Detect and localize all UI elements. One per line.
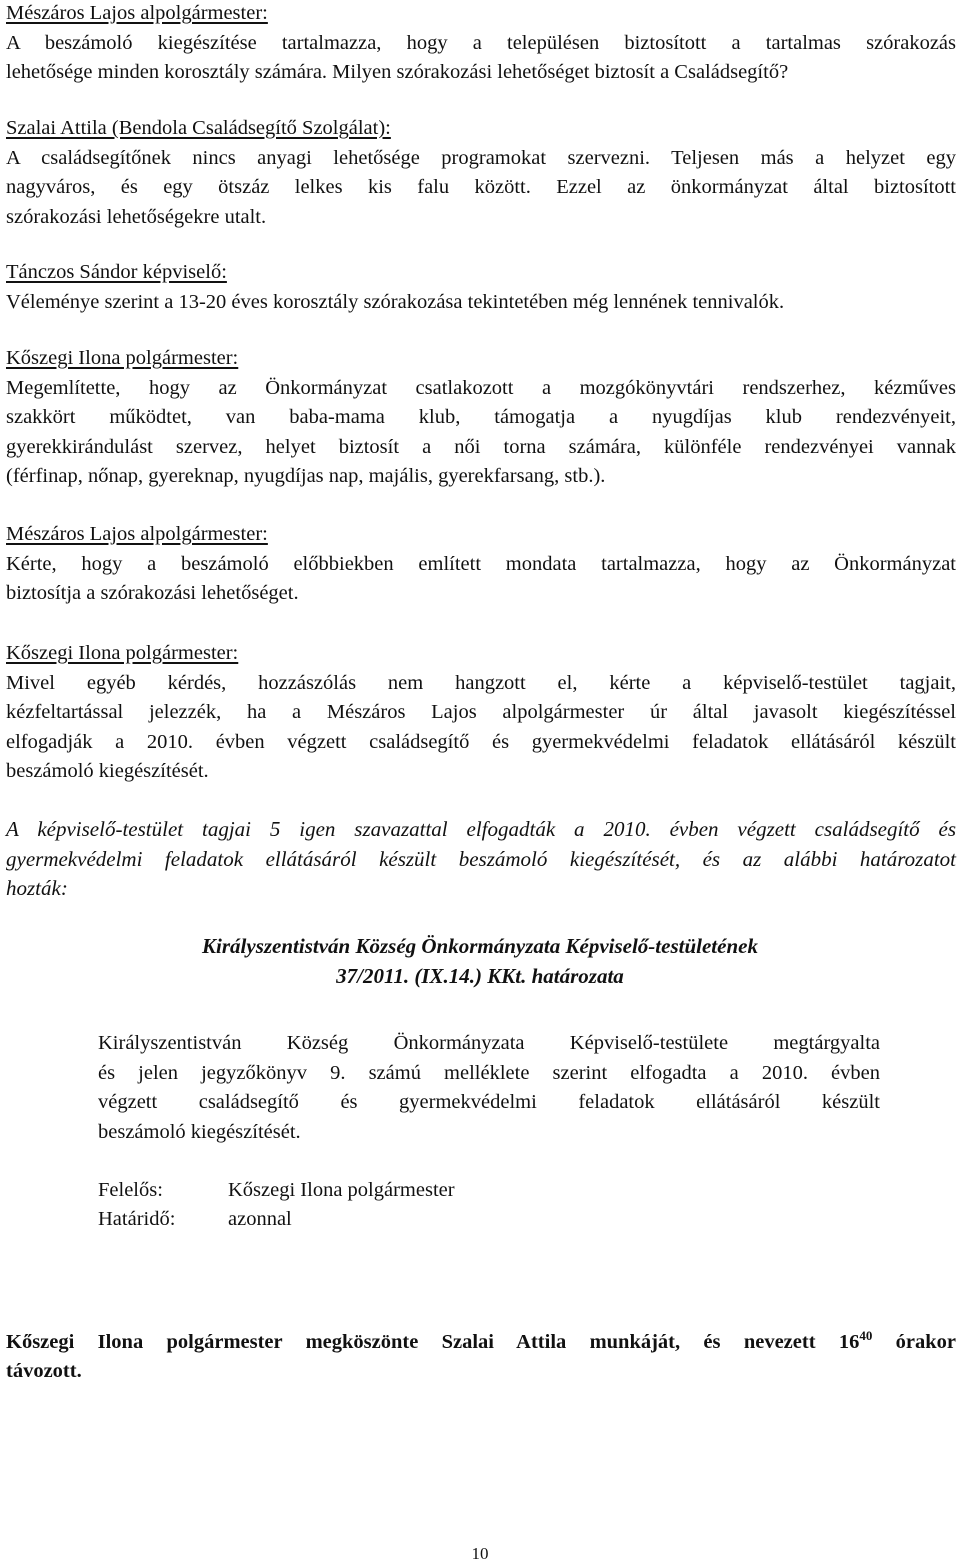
- resolution-body: [98, 1029, 880, 1147]
- paragraph-line: Királyszentistván Község Önkormányzata Képviselő-testülete megtárgyalta: [98, 1032, 880, 1054]
- deadline-label: Határidő:: [98, 1208, 176, 1230]
- section-szalai: [6, 114, 956, 232]
- paragraph-line: (férfinap, nőnap, gyereknap, nyugdíjas nap, majális, gyerekfarsang, stb.).: [6, 465, 606, 487]
- paragraph-line: beszámoló kiegészítését.: [6, 760, 209, 782]
- responsible-label: Felelős:: [98, 1179, 163, 1201]
- paragraph-line: végzett családsegítő és gyermekvédelmi feladatok ellátásáról készült: [98, 1091, 880, 1113]
- deadline-row: [98, 1205, 292, 1235]
- paragraph-line: és jelen jegyzőkönyv 9. számú melléklete szerint elfogadta a 2010. évben: [98, 1061, 880, 1084]
- paragraph-line: nagyváros, és egy ötszáz lelkes kis falu között. Ezzel az önkormányzat által biztosított: [6, 176, 956, 198]
- section-meszaros-2: [6, 520, 956, 609]
- paragraph-line: A beszámoló kiegészítése tartalmazza, hogy a településen biztosított a tartalmas szórakozás: [6, 31, 956, 54]
- paragraph-line: A képviselő-testület tagjai 5 igen szavazattal elfogadták a 2010. évben végzett családsegítő és: [6, 817, 956, 841]
- section-meszaros-1: [6, 0, 956, 88]
- paragraph-line: Megemlítette, hogy az Önkormányzat csatlakozott a mozgókönyvtári rendszerhez, kézműves: [6, 376, 956, 399]
- section-koszegi-1: [6, 344, 956, 492]
- deadline-value: azonnal: [228, 1208, 292, 1230]
- speaker-label: Kőszegi Ilona polgármester:: [6, 347, 239, 369]
- vote-paragraph: [6, 815, 956, 904]
- paragraph-line: Kérte, hogy a beszámoló előbbiekben említett mondata tartalmazza, hogy az Önkormányzat: [6, 552, 956, 575]
- paragraph-line: gyermekvédelmi feladatok ellátásáról készült beszámoló kiegészítését, és az alábbi határozatot: [6, 846, 956, 871]
- paragraph-line: Véleménye szerint a 13-20 éves korosztály szórakozása tekintetében még lennének tennivalók.: [6, 290, 785, 313]
- paragraph-line: kézfeltartással jelezzék, ha a Mészáros Lajos alpolgármester úr által javasolt kiegészítéssel: [6, 701, 956, 723]
- closing-text: Kőszegi Ilona polgármester megköszönte Szalai Attila munkáját, és nevezett 16: [6, 1330, 860, 1353]
- paragraph-line: beszámoló kiegészítését.: [98, 1120, 301, 1143]
- resolution-title: Királyszentistván Község Önkormányzata Képviselő-testületének: [202, 934, 758, 958]
- paragraph-line: elfogadják a 2010. évben végzett családsegítő és gyermekvédelmi feladatok ellátásáról készült: [6, 730, 956, 753]
- closing-line-2: távozott.: [6, 1360, 82, 1383]
- closing-line: [6, 1321, 956, 1357]
- closing-paragraph: [6, 1321, 956, 1387]
- speaker-label: Mészáros Lajos alpolgármester:: [6, 2, 268, 24]
- speaker-label: Tánczos Sándor képviselő:: [6, 261, 227, 283]
- paragraph-line: Mivel egyéb kérdés, hozzászólás nem hangzott el, kérte a képviselő-testület tagjait,: [6, 671, 956, 694]
- section-tanczos: [6, 258, 956, 317]
- paragraph-line: biztosítja a szórakozási lehetőséget.: [6, 582, 299, 604]
- section-koszegi-2: [6, 639, 956, 787]
- closing-tail: órakor: [872, 1330, 956, 1353]
- speaker-label: Kőszegi Ilona polgármester:: [6, 642, 239, 664]
- paragraph-line: hozták:: [6, 876, 68, 900]
- paragraph-line: szórakozási lehetőségekre utalt.: [6, 205, 267, 228]
- speaker-label: Szalai Attila (Bendola Családsegítő Szolgálat):: [6, 117, 391, 139]
- paragraph-line: szakkört működtet, van baba-mama klub, támogatja a nyugdíjas klub rendezvényeit,: [6, 406, 956, 428]
- paragraph-line: A családsegítőnek nincs anyagi lehetősége programokat szervezni. Teljesen más a helyzet egy: [6, 146, 956, 169]
- responsible-row: [98, 1176, 455, 1206]
- resolution-number: 37/2011. (IX.14.) KKt. határozata: [336, 964, 624, 988]
- page-number: 10: [471, 1544, 489, 1563]
- responsible-value: Kőszegi Ilona polgármester: [228, 1179, 455, 1201]
- paragraph-line: gyerekkirándulást szervez, helyet biztosít a női torna számára, különféle rendezvényei vannak: [6, 435, 956, 458]
- paragraph-line: lehetősége minden korosztály számára. Milyen szórakozási lehetőséget biztosít a Családsegítő?: [6, 61, 789, 83]
- speaker-label: Mészáros Lajos alpolgármester:: [6, 523, 268, 545]
- closing-time-minutes: 40: [859, 1328, 873, 1343]
